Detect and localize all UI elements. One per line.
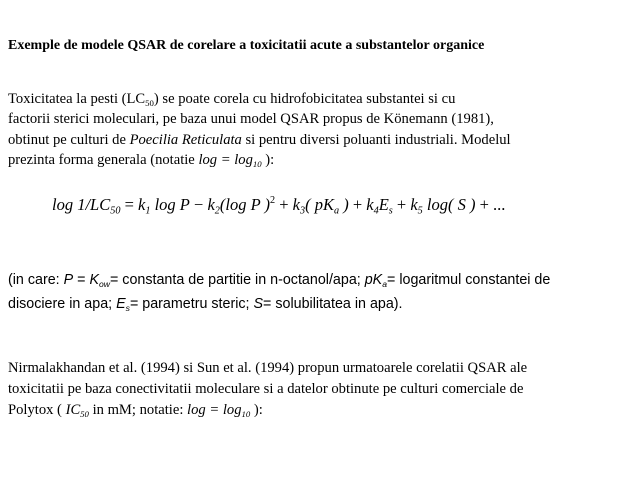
- symbol-p: P: [63, 272, 74, 288]
- qsar-equation: [52, 193, 612, 217]
- eq-sub: 1: [145, 205, 151, 217]
- eq-sup: 2: [269, 194, 276, 206]
- eq-k1: k: [138, 195, 146, 214]
- eq-tail: + ...: [475, 195, 506, 214]
- polytox-line-1: Nirmalakhandan et al. (1994) si Sun et al. (1994) propun urmatoarele corelatii QSAR ale: [8, 360, 528, 376]
- symbol-k: K: [89, 272, 100, 288]
- eq-plus: +: [348, 195, 367, 214]
- text: obtinut pe culturi de: [8, 131, 130, 148]
- intro-line-3: [8, 130, 633, 150]
- equals: =: [205, 402, 223, 418]
- page-title: Exemple de modele QSAR de corelare a toxicitatii acute a substantelor organice: [8, 38, 485, 53]
- eq-k4: k: [366, 195, 374, 214]
- subscript-text: a: [382, 279, 387, 289]
- eq-sub: s: [388, 205, 393, 217]
- text: disociere in apa;: [8, 296, 117, 312]
- eq-sub: 5: [417, 205, 423, 217]
- eq-sub: 4: [373, 205, 379, 217]
- eq-minus: −: [189, 195, 208, 214]
- text: = parametru steric;: [129, 296, 254, 312]
- subscript: [99, 279, 110, 289]
- text: = solubilitatea in apa).: [263, 296, 403, 312]
- eq-k5: k: [410, 195, 418, 214]
- intro-line-4: [8, 150, 633, 170]
- subscript: [80, 409, 89, 419]
- text: in mM; notatie:: [88, 402, 188, 418]
- eq-sub: 50: [110, 205, 121, 217]
- eq-k3: k: [292, 195, 300, 214]
- log-notation: log: [187, 402, 206, 418]
- text: = logaritmul constantei de: [387, 272, 551, 288]
- text: prezinta forma generala (notatie: [8, 151, 199, 168]
- eq-k2: k: [207, 195, 215, 214]
- polytox-line-3: [8, 400, 633, 421]
- polytox-paragraph: [8, 358, 633, 421]
- species-name: Poecilia Reticulata: [129, 131, 242, 148]
- symbol-ic: IC: [65, 402, 81, 418]
- symbol-pk: pK: [364, 272, 383, 288]
- intro-line-2: factorii sterici moleculari, pe baza unui model QSAR propus de Könemann (1981),: [8, 111, 494, 128]
- text: Toxicitatea la pesti (LC: [8, 91, 146, 107]
- equals: =: [217, 151, 235, 168]
- text: ) se poate corela cu hidrofobicitatea substantei si cu: [153, 91, 456, 107]
- text: =: [73, 272, 90, 288]
- eq-sub: 3: [299, 205, 306, 217]
- subscript-text: 50: [80, 409, 89, 420]
- polytox-line-2: toxicitatii pe baza conectivitatii moleculare si a datelor obtinute pe culturi comerciale de: [8, 381, 524, 397]
- subscript: [242, 409, 251, 419]
- subscript: 50: [145, 98, 154, 109]
- eq-term2: (log P ): [219, 195, 270, 214]
- text: Polytox (: [8, 402, 66, 418]
- definitions-line-2: [8, 292, 633, 316]
- subscript-text: ow: [99, 279, 110, 289]
- symbol-e: E: [116, 296, 126, 312]
- subscript-text: s: [125, 303, 130, 313]
- definitions-line-1: [8, 268, 633, 292]
- eq-term4: E: [378, 195, 389, 214]
- log-notation: log: [222, 402, 242, 418]
- eq-term3: ( pK: [305, 195, 334, 214]
- eq-term1: log P: [150, 195, 190, 214]
- definitions-paragraph: [8, 268, 633, 316]
- eq-term3-close: ): [339, 195, 349, 214]
- subscript-text: 10: [252, 158, 262, 169]
- text: = constanta de partitie in n-octanol/apa;: [109, 272, 365, 288]
- eq-sub: 2: [214, 205, 220, 217]
- text: si pentru diversi poluanti industriali. Modelul: [241, 131, 511, 148]
- eq-lhs: log 1/LC: [52, 195, 111, 214]
- symbol-s: S: [253, 296, 264, 312]
- eq-sub: a: [333, 205, 340, 217]
- eq-plus: +: [275, 195, 293, 214]
- intro-line-1: [8, 89, 633, 109]
- eq-term5: log( S ): [422, 195, 476, 214]
- subscript: [253, 159, 262, 169]
- text: ):: [250, 402, 263, 418]
- eq-equals: =: [120, 195, 139, 214]
- log-notation: log: [234, 151, 253, 168]
- text: ):: [261, 151, 275, 168]
- subscript-text: 10: [241, 409, 251, 420]
- log-notation: log: [198, 151, 218, 168]
- intro-paragraph: [8, 89, 633, 170]
- text: (in care:: [8, 272, 64, 288]
- eq-plus: +: [392, 195, 411, 214]
